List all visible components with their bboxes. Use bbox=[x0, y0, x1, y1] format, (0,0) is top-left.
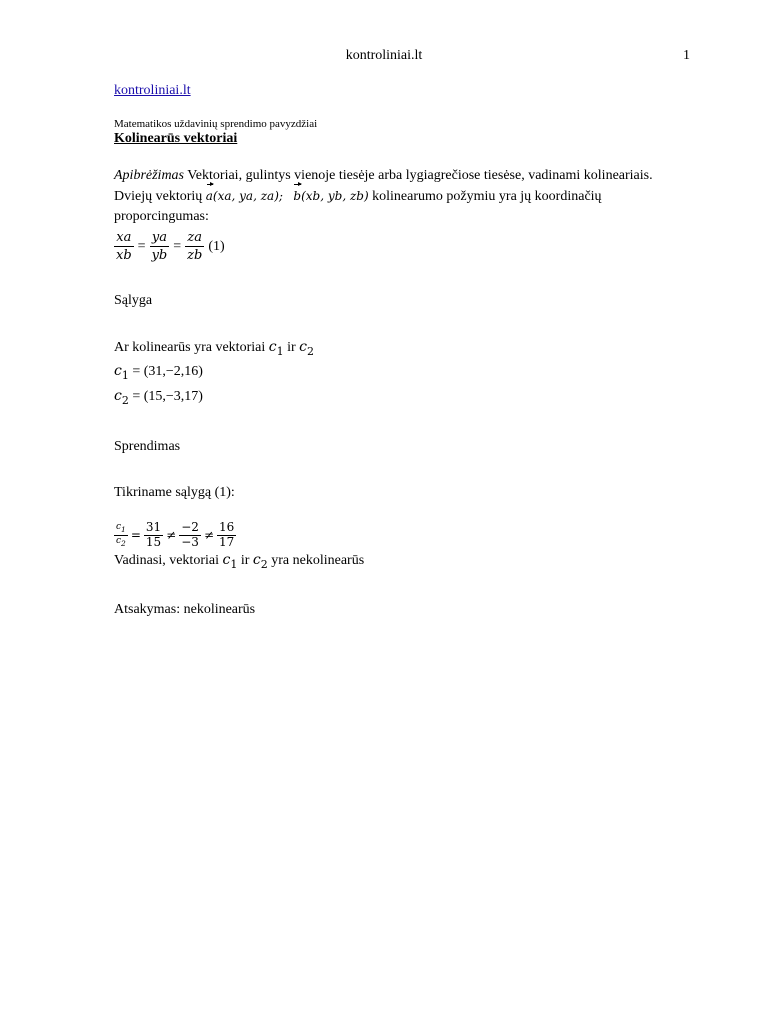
vector-c1-definition: $c_1 = (31,-2,16)$ bbox=[114, 363, 203, 383]
fraction-denominator: xb bbox=[116, 248, 132, 264]
not-equal-sign: ≠ bbox=[203, 527, 214, 542]
definition-text-1: Vektoriai, gulintys vienoje tiesėje arba lygiagrečiose tiesėse, vadinami kolineariais. Dviejų vektorių bbox=[114, 167, 653, 204]
vector-b-symbol: b bbox=[293, 186, 301, 206]
vector-c2-symbol: $c_2$ bbox=[252, 551, 268, 571]
formula-label: (1) bbox=[208, 238, 225, 254]
vector-c2-definition: $c_2 = (15,-3,17)$ bbox=[114, 388, 203, 408]
vector-a-symbol: a bbox=[206, 186, 213, 206]
question-text: Ar kolinearūs yra vektoriai bbox=[114, 339, 269, 355]
vector-c1-symbol: $c_1$ bbox=[222, 551, 238, 571]
vector-b-coords: (xb, yb, zb) bbox=[301, 188, 369, 203]
definition-paragraph bbox=[114, 166, 674, 227]
check-text: Tikriname sąlygą (1): bbox=[114, 485, 235, 501]
fraction-y bbox=[150, 229, 170, 265]
conclusion-prefix: Vadinasi, vektoriai bbox=[114, 552, 223, 568]
conclusion-line bbox=[114, 550, 674, 575]
page-number: 1 bbox=[683, 48, 690, 63]
fraction-denominator: yb bbox=[151, 248, 168, 264]
fraction-numerator: za bbox=[185, 229, 204, 248]
vector-c2-value: = (15,−3,17) bbox=[132, 389, 203, 405]
page-title: Kolinearūs vektoriai bbox=[114, 130, 238, 146]
equals-sign: = bbox=[137, 238, 146, 254]
vector-c1-symbol: $c_1$ bbox=[268, 338, 284, 358]
header-title: kontroliniai.lt bbox=[345, 48, 423, 63]
condition-heading: Sąlyga bbox=[114, 292, 153, 308]
fraction-z bbox=[185, 229, 204, 265]
vector-c2-symbol: $c_2$ bbox=[299, 338, 314, 358]
question-line bbox=[114, 337, 674, 362]
fraction-third: $\frac{16}{17}$ bbox=[219, 520, 235, 549]
question-ir: ir bbox=[283, 339, 300, 355]
vector-a-coords: (xa, ya, za); bbox=[212, 188, 283, 203]
document-body bbox=[114, 81, 674, 620]
equals-sign: = bbox=[173, 238, 182, 254]
fraction-c1-c2: $\frac{c_1}{c_2}$ bbox=[116, 522, 126, 548]
fraction-x bbox=[114, 229, 134, 265]
solution-heading: Sprendimas bbox=[114, 439, 181, 455]
ratio-calculation bbox=[114, 521, 674, 550]
not-equal-sign: ≠ bbox=[166, 527, 177, 542]
fraction-denominator: zb bbox=[187, 248, 203, 264]
fraction-first: $\frac{31}{15}$ bbox=[145, 520, 162, 549]
conclusion-ir: ir bbox=[237, 552, 253, 568]
answer-line: Atsakymas: nekolinearūs bbox=[114, 602, 256, 618]
definition-lead: Apibrėžimas bbox=[114, 167, 184, 183]
definition-text-2: kolinearumo požymiu yra jų koordinačių proporcingumas: bbox=[114, 188, 602, 224]
fraction-numerator: ya bbox=[150, 229, 170, 248]
fraction-numerator: xa bbox=[114, 229, 134, 248]
proportion-formula bbox=[114, 229, 674, 265]
subtitle: Matematikos uždavinių sprendimo pavyzdžiai bbox=[114, 117, 318, 130]
fraction-second: $\frac{-2}{-3}$ bbox=[181, 520, 199, 549]
vector-c1-value: = (31,−2,16) bbox=[132, 364, 203, 380]
equals-sign: = bbox=[130, 527, 141, 542]
conclusion-suffix: yra nekolinearūs bbox=[267, 552, 365, 568]
site-link[interactable]: kontroliniai.lt bbox=[114, 83, 191, 98]
